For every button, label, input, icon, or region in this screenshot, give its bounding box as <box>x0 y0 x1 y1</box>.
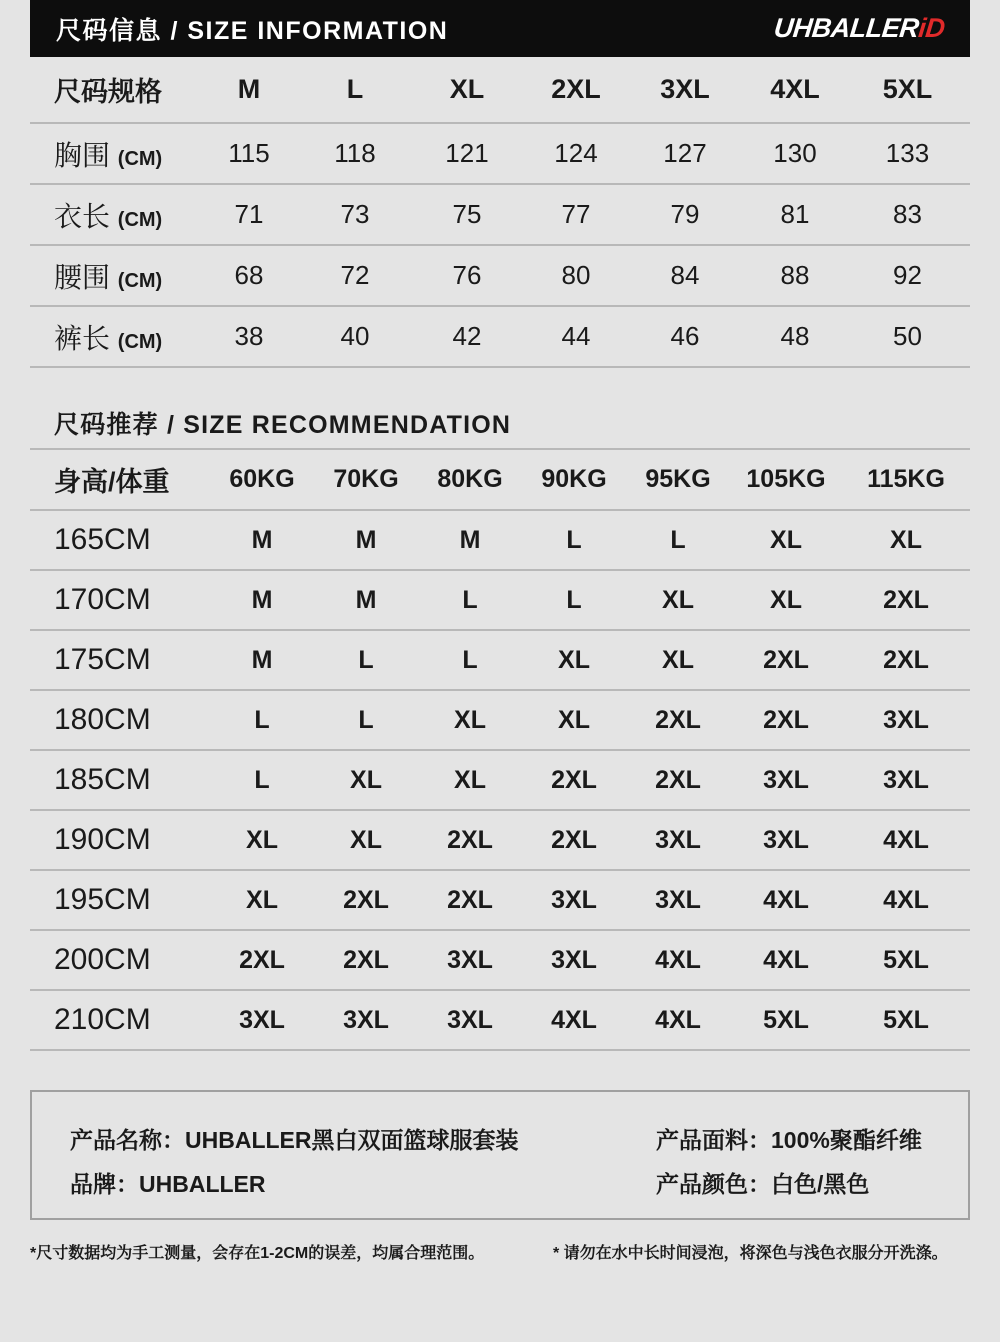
logo-main: UHBALLER <box>771 13 920 43</box>
height-label: 165CM <box>54 523 151 556</box>
height-label: 195CM <box>54 883 151 916</box>
recommended-size: XL <box>770 525 802 554</box>
recommended-size: 2XL <box>883 645 929 674</box>
size-header-label: 尺码规格 <box>54 77 162 107</box>
measurement-value: 71 <box>234 199 264 229</box>
recommended-size: 3XL <box>655 885 701 914</box>
recommended-size: 3XL <box>655 825 701 854</box>
measurement-value: 72 <box>340 260 370 290</box>
measurement-value: 83 <box>893 199 922 229</box>
recommended-size: 4XL <box>551 1005 597 1034</box>
recommended-size: 3XL <box>551 945 597 974</box>
recommended-size: 5XL <box>763 1005 809 1034</box>
size-header-cell: M <box>237 74 261 104</box>
measurement-value: 68 <box>234 260 264 290</box>
header-bar <box>30 0 970 57</box>
product-fabric: 产品面料：100%聚酯纤维 <box>656 1127 922 1153</box>
size-recommendation-table <box>30 450 970 1051</box>
recommended-size: 2XL <box>343 885 389 914</box>
measurement-value: 92 <box>893 260 922 290</box>
measurement-name: 腰围 <box>54 261 111 293</box>
measurement-value: 84 <box>670 260 700 290</box>
measurement-value: 80 <box>561 260 591 290</box>
recommended-size: 4XL <box>763 885 809 914</box>
recommended-size: 3XL <box>551 885 597 914</box>
height-weight-label: 身高/体重 <box>54 467 170 497</box>
weight-header-cell: 90KG <box>541 465 607 493</box>
recommended-size: L <box>462 645 478 674</box>
size-header-row <box>30 57 970 123</box>
recommended-size: M <box>459 525 481 554</box>
measurement-value: 40 <box>340 321 370 351</box>
measurement-value: 77 <box>561 199 591 229</box>
recommended-size: XL <box>662 585 694 614</box>
measurement-value: 81 <box>780 199 810 229</box>
recommended-size: 2XL <box>343 945 389 974</box>
recommended-size: 3XL <box>447 945 493 974</box>
recommended-size: 2XL <box>551 825 597 854</box>
recommended-size: M <box>355 525 377 554</box>
weight-header-cell: 80KG <box>437 465 503 493</box>
recommended-size: L <box>566 585 582 614</box>
size-header-cell: L <box>346 74 364 104</box>
recommended-size: XL <box>246 825 278 854</box>
measurement-value: 75 <box>452 199 482 229</box>
recommended-size: XL <box>770 585 802 614</box>
recommended-size: L <box>254 705 270 734</box>
measurement-value: 118 <box>334 138 376 168</box>
measurement-value: 130 <box>773 138 817 168</box>
recommended-size: 5XL <box>883 945 929 974</box>
size-header-cell: 3XL <box>660 74 710 104</box>
measurement-unit: (CM) <box>117 208 163 231</box>
recommendation-header-row <box>30 450 970 510</box>
product-name: 产品名称：UHBALLER黑白双面篮球服套装 <box>70 1127 519 1153</box>
measurement-name: 衣长 <box>54 200 111 232</box>
measurement-value: 124 <box>554 138 598 168</box>
size-header-cell: 2XL <box>551 74 601 104</box>
recommended-size: 4XL <box>655 1005 701 1034</box>
measurement-label <box>30 184 195 245</box>
recommended-size: 2XL <box>239 945 285 974</box>
recommended-size: 3XL <box>763 765 809 794</box>
measurement-value: 46 <box>670 321 700 351</box>
measurement-note: *尺寸数据均为手工测量，会存在1-2CM的误差，均属合理范围。 <box>30 1245 485 1262</box>
size-header-cell: 4XL <box>770 74 820 104</box>
recommended-size: L <box>358 645 374 674</box>
measurement-value: 133 <box>885 138 930 168</box>
table-row <box>30 990 970 1050</box>
weight-header-cell: 115KG <box>867 465 945 493</box>
recommended-size: 2XL <box>551 765 597 794</box>
product-color: 产品颜色：白色/黑色 <box>656 1171 870 1197</box>
table-row <box>30 630 970 690</box>
weight-header-cell: 95KG <box>645 465 711 493</box>
recommended-size: M <box>251 585 273 614</box>
recommended-size: 2XL <box>763 645 809 674</box>
recommended-size: 2XL <box>883 585 929 614</box>
recommended-size: XL <box>558 645 590 674</box>
measurement-value: 48 <box>780 321 810 351</box>
recommended-size: XL <box>454 705 486 734</box>
weight-header-cell: 70KG <box>333 465 399 493</box>
measurement-value: 88 <box>780 260 810 290</box>
height-label: 170CM <box>54 583 151 616</box>
measurement-value: 127 <box>663 138 707 168</box>
measurement-label <box>30 306 195 367</box>
recommended-size: 3XL <box>343 1005 389 1034</box>
measurement-name: 裤长 <box>54 322 111 354</box>
recommended-size: XL <box>558 705 590 734</box>
measurement-unit: (CM) <box>117 330 163 353</box>
recommended-size: 4XL <box>883 825 929 854</box>
recommended-size: 5XL <box>883 1005 929 1034</box>
measurement-value: 79 <box>670 199 700 229</box>
logo-suffix: iD <box>916 13 946 43</box>
recommended-size: 3XL <box>239 1005 285 1034</box>
recommended-size: XL <box>246 885 278 914</box>
table-row <box>30 750 970 810</box>
recommended-size: 4XL <box>763 945 809 974</box>
measurement-name: 胸围 <box>54 139 111 171</box>
size-header-cell: XL <box>449 74 485 104</box>
recommended-size: 3XL <box>883 765 929 794</box>
product-brand: 品牌：UHBALLER <box>70 1171 266 1197</box>
recommended-size: XL <box>662 645 694 674</box>
measurement-value: 73 <box>340 199 370 229</box>
header-title: 尺码信息 / SIZE INFORMATION <box>56 16 449 45</box>
table-row <box>30 570 970 630</box>
table-row <box>30 690 970 750</box>
table-row <box>30 123 970 184</box>
recommendation-title: 尺码推荐 / SIZE RECOMMENDATION <box>54 411 512 439</box>
measurement-label <box>30 123 195 184</box>
table-row <box>30 184 970 245</box>
table-row <box>30 810 970 870</box>
recommended-size: XL <box>350 825 382 854</box>
recommended-size: 2XL <box>655 765 701 794</box>
measurement-value: 115 <box>228 138 270 168</box>
recommended-size: M <box>251 525 273 554</box>
table-row <box>30 930 970 990</box>
recommended-size: 4XL <box>655 945 701 974</box>
recommended-size: 2XL <box>655 705 701 734</box>
measurement-label <box>30 245 195 306</box>
product-info-box <box>30 1090 970 1220</box>
weight-header-cell: 60KG <box>229 465 295 493</box>
measurement-value: 38 <box>234 321 264 351</box>
recommended-size: XL <box>890 525 922 554</box>
size-header-cell: 5XL <box>882 74 933 104</box>
height-label: 175CM <box>54 643 151 676</box>
recommended-size: XL <box>454 765 486 794</box>
height-label: 190CM <box>54 823 151 856</box>
recommended-size: 2XL <box>447 885 493 914</box>
measurement-value: 76 <box>452 260 482 290</box>
brand-logo <box>772 13 946 44</box>
measurement-value: 121 <box>445 138 489 168</box>
recommended-size: L <box>358 705 374 734</box>
table-row <box>30 245 970 306</box>
recommended-size: 2XL <box>763 705 809 734</box>
measurement-unit: (CM) <box>117 269 163 292</box>
table-row <box>30 870 970 930</box>
recommended-size: L <box>462 585 478 614</box>
recommended-size: 3XL <box>763 825 809 854</box>
measurement-unit: (CM) <box>117 147 163 170</box>
recommended-size: L <box>254 765 270 794</box>
table-row <box>30 306 970 367</box>
recommended-size: 4XL <box>883 885 929 914</box>
recommended-size: 3XL <box>447 1005 493 1034</box>
height-label: 200CM <box>54 943 151 976</box>
weight-header-cell: 105KG <box>746 465 826 493</box>
recommended-size: M <box>251 645 273 674</box>
height-label: 210CM <box>54 1003 151 1036</box>
recommended-size: 3XL <box>883 705 929 734</box>
recommended-size: L <box>566 525 582 554</box>
recommended-size: 2XL <box>447 825 493 854</box>
measurement-value: 42 <box>452 321 482 351</box>
height-label: 180CM <box>54 703 151 736</box>
recommended-size: L <box>670 525 686 554</box>
measurement-value: 44 <box>561 321 591 351</box>
table-row <box>30 510 970 570</box>
measurement-value: 50 <box>893 321 922 351</box>
size-info-table <box>30 57 970 368</box>
recommended-size: XL <box>350 765 382 794</box>
recommended-size: M <box>355 585 377 614</box>
height-label: 185CM <box>54 763 151 796</box>
washing-note: * 请勿在水中长时间浸泡，将深色与浅色衣服分开洗涤。 <box>553 1245 948 1262</box>
